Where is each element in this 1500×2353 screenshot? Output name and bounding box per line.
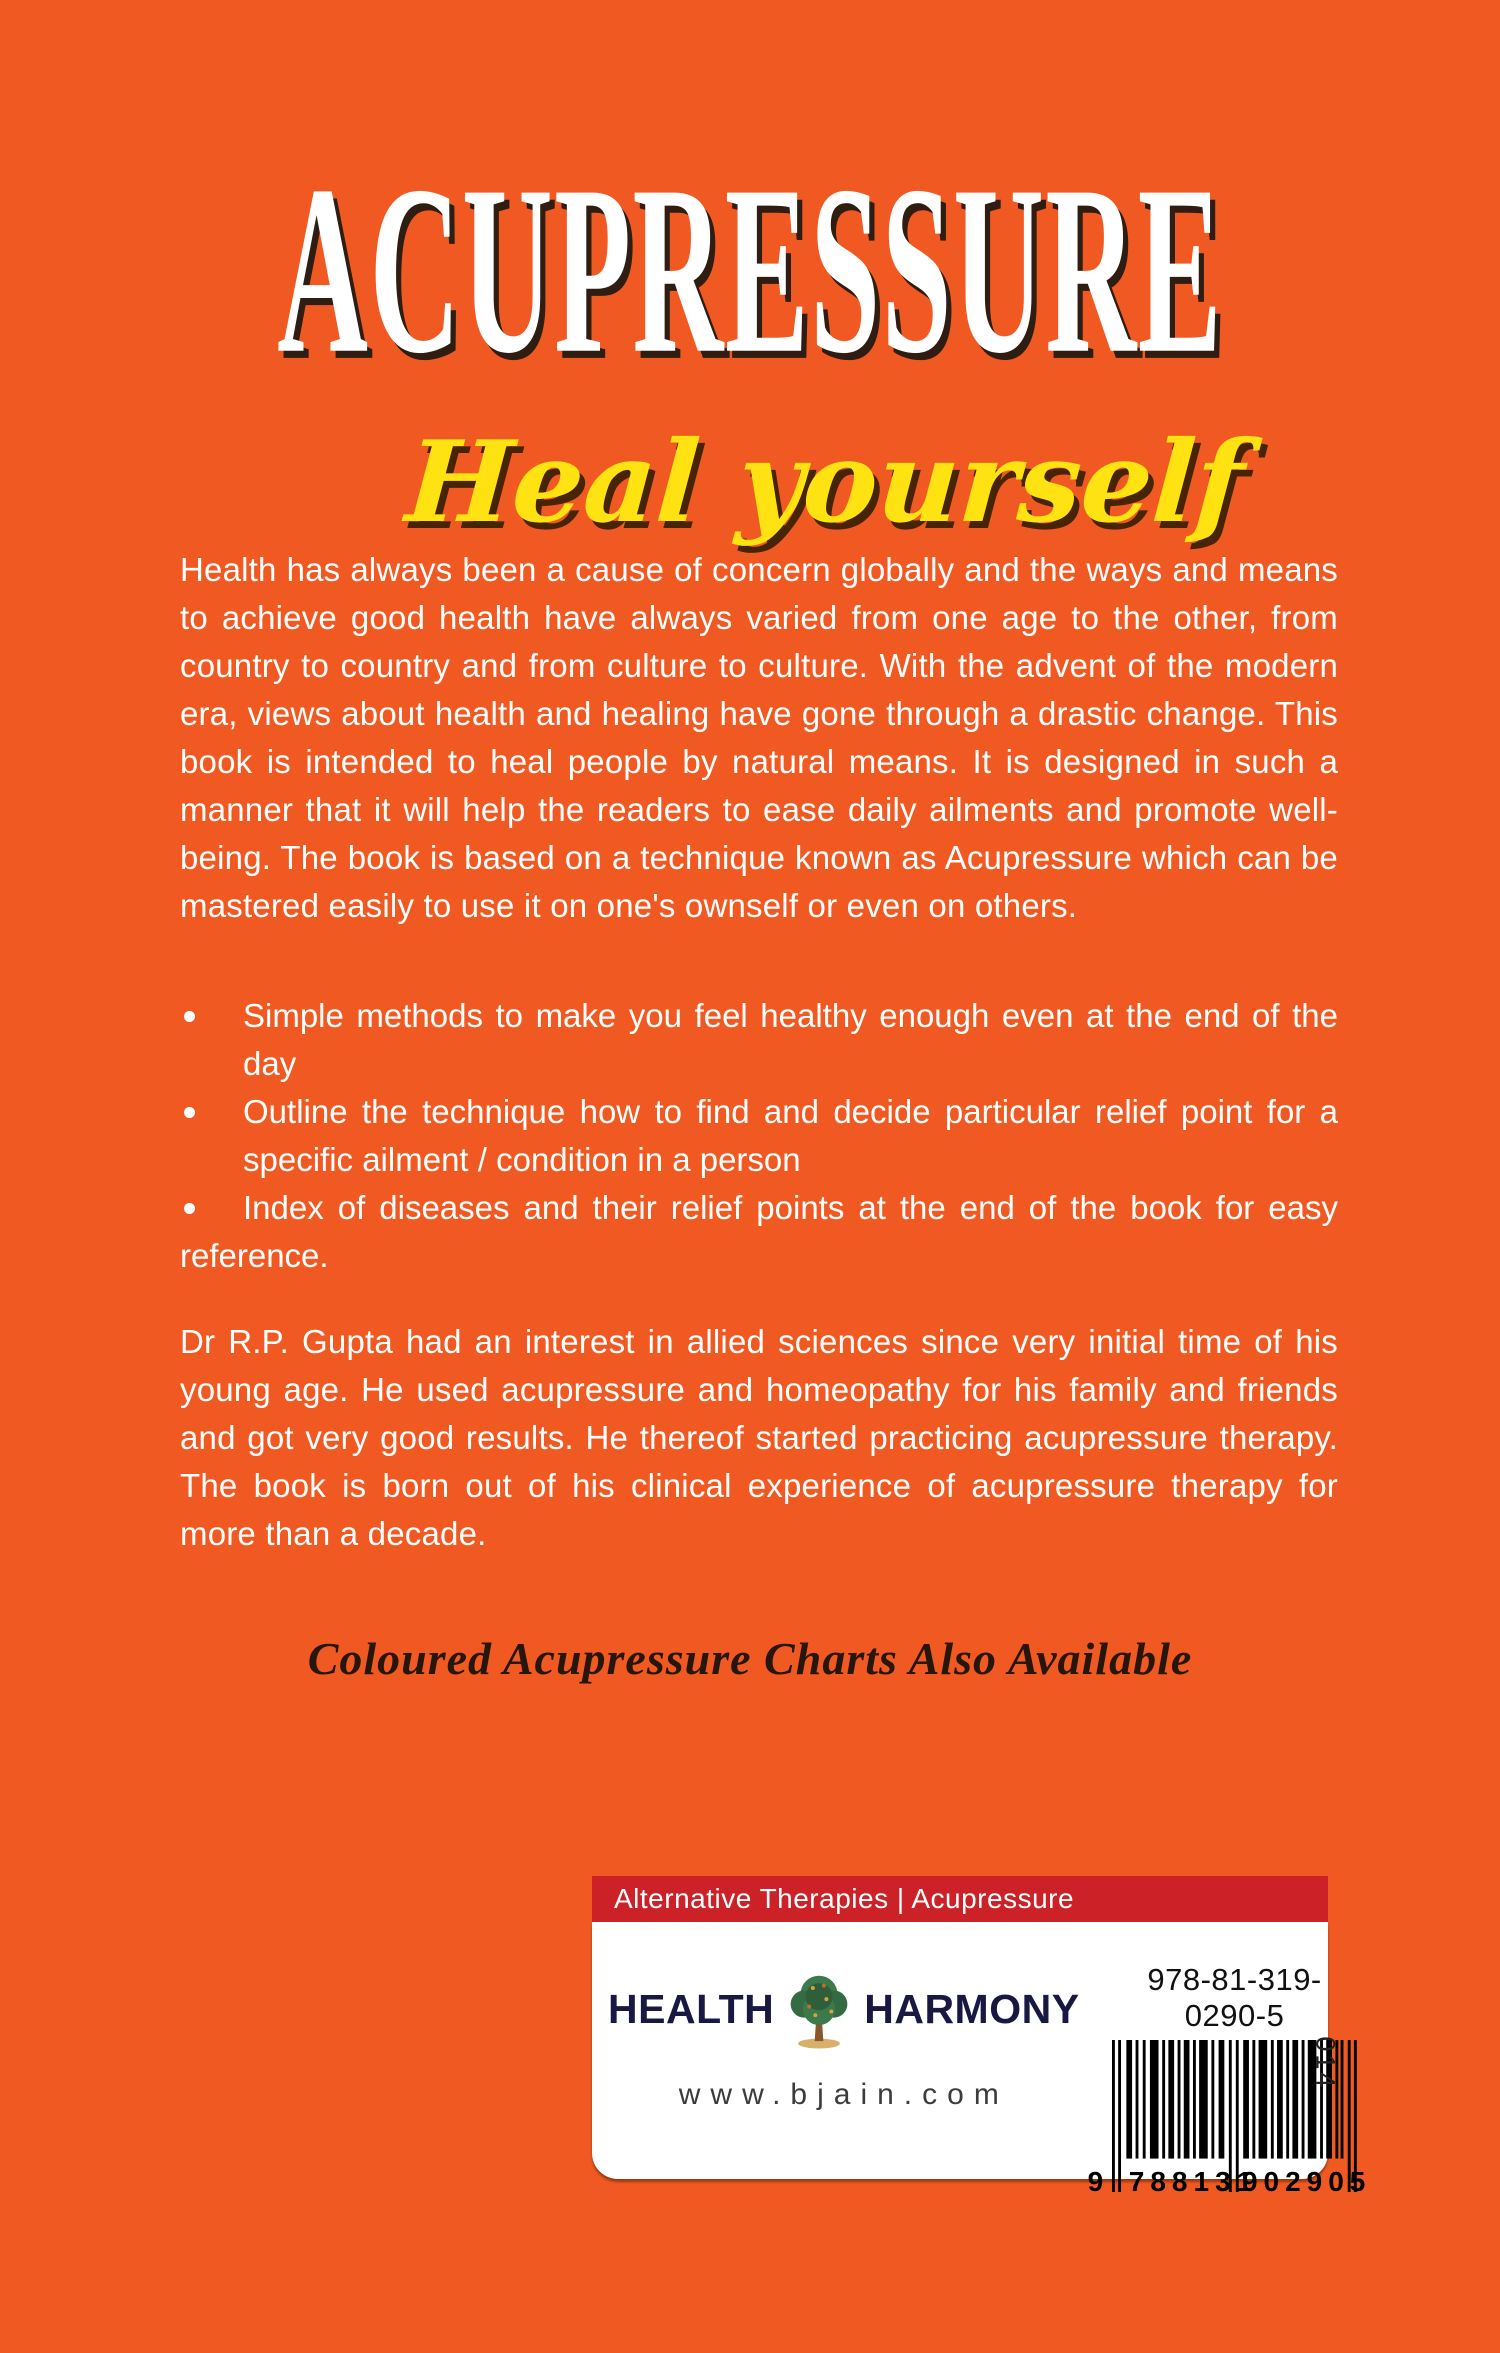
barcode-digit-group2: 902905 [1241, 2166, 1372, 2197]
title-area [0, 135, 1500, 403]
barcode-digit-lead: 9 [1087, 2166, 1104, 2197]
list-item [180, 992, 1338, 1088]
author-paragraph: Dr R.P. Gupta had an interest in allied sciences since very initial time of his young age. He used acupressure and homeopathy for his family and friends and got very good results. He thereof started practicing acupressure therapy. The book is born out of his clinical experience of acupressure therapy for more than a decade. [180, 1323, 1338, 1552]
bullet-icon [184, 1107, 195, 1118]
book-subtitle: Heal yourself [402, 416, 1248, 548]
list-item-text: Outline the technique how to find and decide particular relief point for a specific ailment / condition in a person [243, 1093, 1338, 1178]
list-item [180, 1184, 1338, 1280]
label-body [592, 1922, 1372, 2197]
feature-list [180, 992, 1338, 1280]
barcode-digits [1087, 2166, 1372, 2197]
book-title: ACUPRESSURE [277, 135, 1223, 403]
barcode-block [1080, 1922, 1372, 2197]
intro-paragraph: Health has always been a cause of concern globally and the ways and means to achieve good health have always varied from one age to the other, from country to country and from culture to culture. With the advent of the modern era, views about health and healing have gone through a drastic change. This book is intended to heal people by natural means. It is designed in such a manner that it will help the readers to ease daily ailments and promote well-being. The book is based on a technique known as Acupressure which can be mastered easily to use it on one's ownself or even on others. [180, 551, 1338, 924]
charts-availability-note: Coloured Acupressure Charts Also Available [307, 1633, 1193, 1684]
isbn-number: 978-81-319-0290-5 [1147, 1962, 1322, 2033]
barcode-side-code: 014 [1310, 2035, 1341, 2090]
list-item-text: Simple methods to make you feel healthy enough even at the end of the day [243, 997, 1338, 1082]
barcode-digit-group1: 788131 [1128, 2166, 1259, 2197]
publisher-word-harmony: HARMONY [864, 1985, 1080, 2032]
list-item [180, 1088, 1338, 1184]
publisher-logo [608, 1966, 1080, 2052]
publisher-label [592, 1876, 1372, 2197]
bullet-icon [184, 1011, 195, 1022]
tree-icon [782, 1966, 856, 2052]
bullet-icon [184, 1203, 195, 1214]
publisher-website: www.bjain.com [678, 2078, 1009, 2111]
category-strip: Alternative Therapies | Acupressure [592, 1876, 1328, 1922]
list-item-text: Index of diseases and their relief points at the end of the book for easy reference. [180, 1189, 1338, 1274]
publisher-block [592, 1922, 1080, 2179]
publisher-word-health: HEALTH [608, 1985, 775, 2032]
